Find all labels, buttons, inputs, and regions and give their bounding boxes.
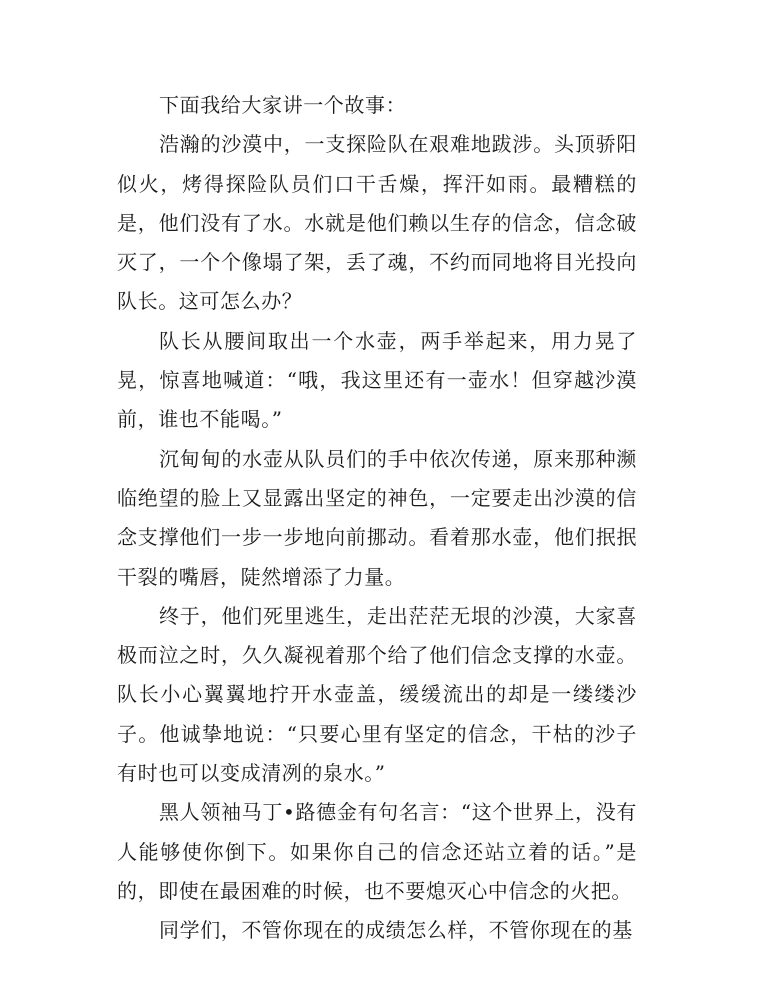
paragraph-sand: 终于，他们死里逃生，走出茫茫无垠的沙漠，大家喜极而泣之时，久久凝视着那个给了他们信念支撑的水壶。队长小心翼翼地拧开水壶盖，缓缓流出的却是一缕缕沙子。他诚挚地说：“只要心里有坚定的信念，干枯的沙子有时也可以变成清冽的泉水。”: [117, 603, 637, 786]
paragraph-intro: 下面我给大家讲一个故事：: [159, 93, 407, 117]
paragraph-kettle: 队长从腰间取出一个水壶，两手举起来，用力晃了晃，惊喜地喊道：“哦，我这里还有一壶水！但穿越沙漠前，谁也不能喝。”: [117, 328, 637, 432]
paragraph-quote: 黑人领袖马丁•路德金有句名言：“这个世界上，没有人能够使你倒下。如果你自己的信念还站立着的话。”是的，即使在最困难的时候，也不要熄灭心中信念的火把。: [117, 800, 637, 903]
paragraph-students: 同学们，不管你现在的成绩怎么样，不管你现在的基: [159, 918, 633, 943]
story-text: [117, 86, 637, 951]
paragraph-passing: 沉甸甸的水壶从队员们的手中依次传递，原来那种濒临绝望的脸上又显露出坚定的神色，一定要走出沙漠的信念支撑他们一步一步地向前挪动。看着那水壶，他们抿抿干裂的嘴唇，陡然增添了力量。: [117, 446, 637, 589]
paragraph-desert: 浩瀚的沙漠中，一支探险队在艰难地跋涉。头顶骄阳似火，烤得探险队员们口干舌燥，挥汗如雨。最糟糕的是，他们没有了水。水就是他们赖以生存的信念，信念破灭了，一个个像塌了架，丢了魂，不约而同地将目光投向队长。这可怎么办？: [117, 132, 637, 314]
